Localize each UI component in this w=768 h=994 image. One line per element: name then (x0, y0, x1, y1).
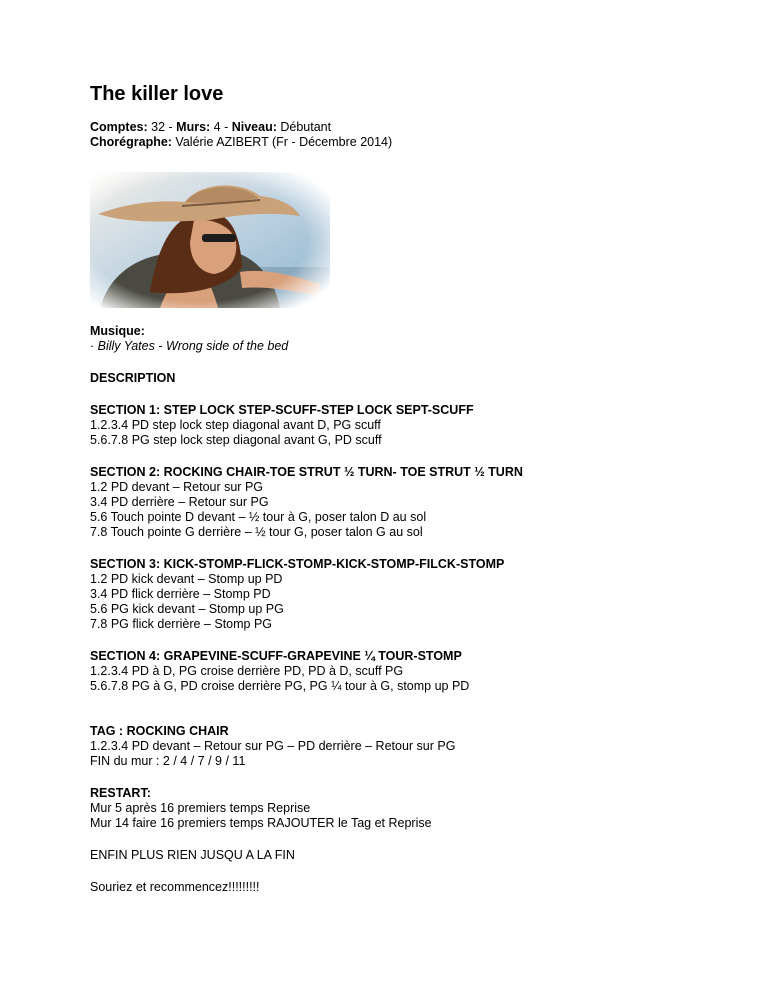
section-line: 7.8 Touch pointe G derrière – ½ tour G, poser talon G au sol (90, 525, 423, 539)
niveau-label: Niveau: (231, 120, 277, 134)
page-title: The killer love (90, 83, 224, 105)
section-title: SECTION 2: ROCKING CHAIR-TOE STRUT ½ TURN- TOE STRUT ½ TURN (90, 465, 523, 479)
comptes-value: 32 - (147, 120, 177, 134)
section-title: SECTION 4: GRAPEVINE-SCUFF-GRAPEVINE ¼ TOUR-STOMP (90, 649, 462, 663)
woman-in-cowboy-hat-photo-icon (90, 172, 330, 308)
section-line: 7.8 PG flick derrière – Stomp PG (90, 617, 273, 631)
murs-label: Murs: (176, 120, 211, 134)
meta-line-choregraphe (90, 135, 730, 150)
musique-block (90, 324, 730, 354)
section-line: 1.2 PD devant – Retour sur PG (90, 480, 264, 494)
choregraphe-value: Valérie AZIBERT (Fr - Décembre 2014) (171, 135, 393, 149)
tag-line: FIN du mur : 2 / 4 / 7 / 9 / 11 (90, 754, 246, 768)
section-title: SECTION 3: KICK-STOMP-FLICK-STOMP-KICK-STOMP-FILCK-STOMP (90, 557, 505, 571)
section-title: SECTION 1: STEP LOCK STEP-SCUFF-STEP LOCK SEPT-SCUFF (90, 403, 474, 417)
section-line: 1.2.3.4 PD step lock step diagonal avant D, PG scuff (90, 418, 381, 432)
restart-line: Mur 5 après 16 premiers temps Reprise (90, 801, 311, 815)
tag-title: TAG : ROCKING CHAIR (90, 724, 229, 738)
murs-value: 4 - (210, 120, 232, 134)
musique-track: · Billy Yates - Wrong side of the bed (90, 339, 289, 353)
description-title: DESCRIPTION (90, 371, 176, 385)
section-3 (90, 557, 730, 632)
musique-label: Musique: (90, 324, 145, 338)
tag-block (90, 724, 730, 769)
section-line: 5.6.7.8 PG step lock step diagonal avant G, PD scuff (90, 433, 382, 447)
section-4 (90, 649, 730, 694)
choregraphe-label: Chorégraphe: (90, 135, 172, 149)
restart-line: Mur 14 faire 16 premiers temps RAJOUTER le Tag et Reprise (90, 816, 432, 830)
section-line: 3.4 PD flick derrière – Stomp PD (90, 587, 271, 601)
meta-line-counts (90, 120, 730, 135)
section-2 (90, 465, 730, 540)
section-line: 3.4 PD derrière – Retour sur PG (90, 495, 269, 509)
restart-block (90, 786, 730, 831)
section-line: 1.2 PD kick devant – Stomp up PD (90, 572, 283, 586)
niveau-value: Débutant (276, 120, 332, 134)
choreographer-photo (90, 172, 330, 308)
restart-title: RESTART: (90, 786, 151, 800)
document-content (90, 82, 730, 895)
section-line: 1.2.3.4 PD à D, PG croise derrière PD, PD à D, scuff PG (90, 664, 404, 678)
section-line: 5.6.7.8 PG à G, PD croise derrière PG, PG ¼ tour à G, stomp up PD (90, 679, 470, 693)
tag-line: 1.2.3.4 PD devant – Retour sur PG – PD derrière – Retour sur PG (90, 739, 456, 753)
section-line: 5.6 Touch pointe D devant – ½ tour à G, poser talon D au sol (90, 510, 427, 524)
souriez-line: Souriez et recommencez!!!!!!!!! (90, 880, 260, 894)
comptes-label: Comptes: (90, 120, 148, 134)
enfin-line: ENFIN PLUS RIEN JUSQU A LA FIN (90, 848, 295, 862)
section-1 (90, 403, 730, 448)
section-line: 5.6 PG kick devant – Stomp up PG (90, 602, 284, 616)
